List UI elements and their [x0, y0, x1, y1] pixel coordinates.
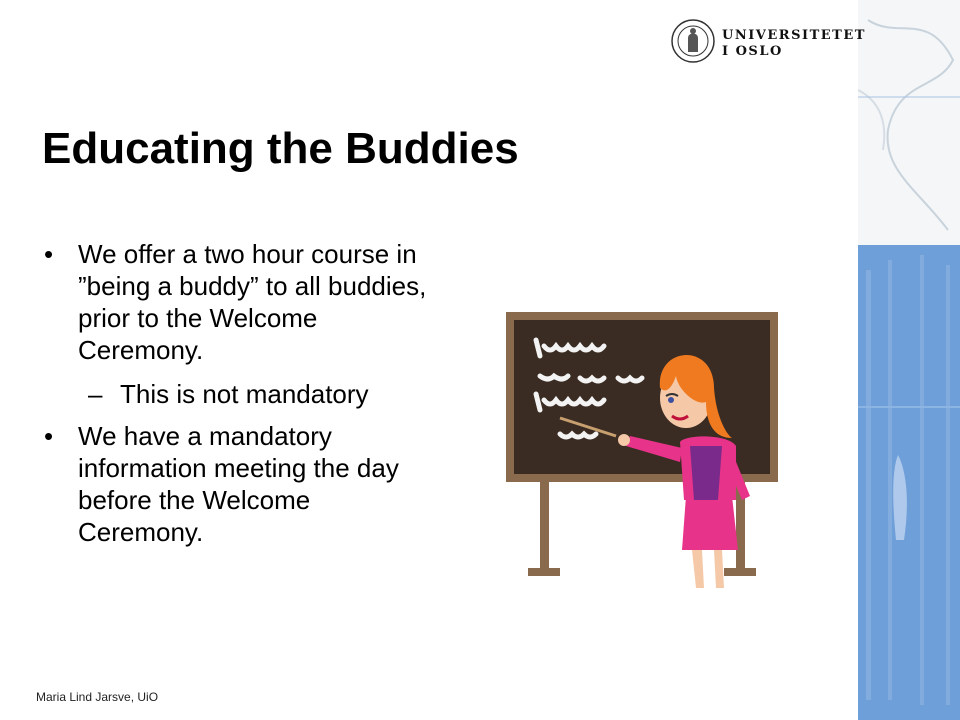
- sub-bullet-text: This is not mandatory: [120, 379, 369, 409]
- sub-bullet-marker: –: [88, 379, 103, 409]
- teacher-at-chalkboard-icon: [500, 306, 790, 596]
- bullet-item: [44, 420, 434, 548]
- sub-bullet-item: [44, 378, 434, 410]
- footer-author: Maria Lind Jarsve, UiO: [36, 690, 159, 704]
- bullet-marker: •: [44, 421, 54, 451]
- bullet-item: [44, 238, 434, 366]
- logo-text-line1: UNIVERSITETET: [722, 28, 866, 43]
- bullet-marker: •: [44, 239, 54, 269]
- bullet-text: We have a mandatory information meeting the day before the Welcome Ceremony.: [78, 421, 399, 547]
- bullet-list: [44, 238, 434, 560]
- slide-title: Educating the Buddies: [42, 124, 519, 173]
- bullet-text: We offer a two hour course in ”being a buddy” to all buddies, prior to the Welcome Ceremony.: [78, 239, 427, 365]
- logo-text-line2: I OSLO: [722, 44, 783, 59]
- university-seal-icon: [670, 18, 716, 64]
- side-decoration-strip: [858, 0, 960, 720]
- university-logo: [670, 18, 866, 68]
